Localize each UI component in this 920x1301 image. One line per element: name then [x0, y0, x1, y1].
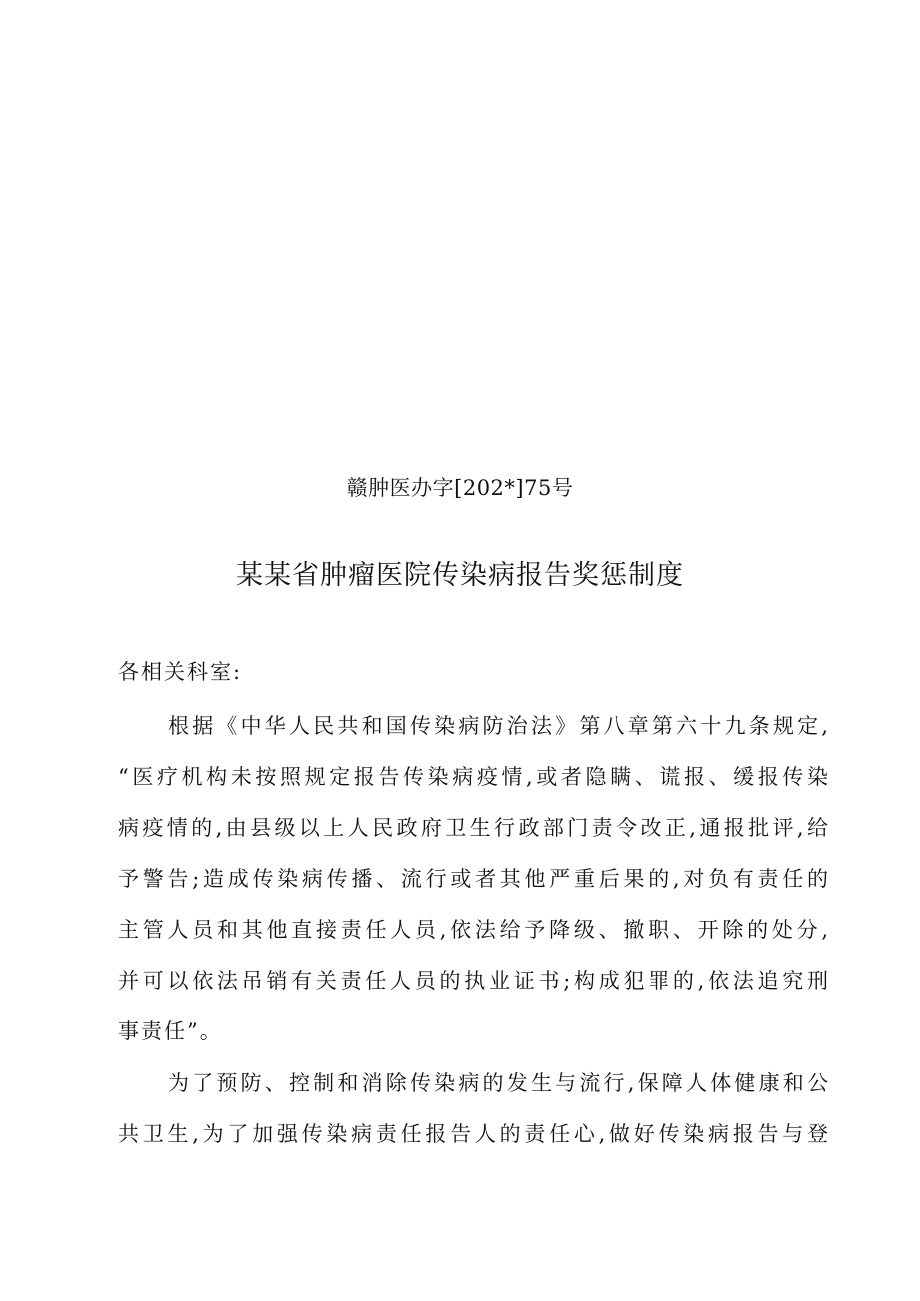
document-title: 某某省肿瘤医院传染病报告奖惩制度	[236, 560, 684, 591]
paragraph-1-line-4: 予警告;造成传染病传播、流行或者其他严重后果的,对负有责任的	[118, 867, 828, 891]
document-number: 赣肿医办字[202*]75号	[346, 476, 574, 500]
paragraph-1-line-1: 根据《中华人民共和国传染病防治法》第八章第六十九条规定,	[168, 714, 828, 738]
paragraph-1-line-7: 事责任”。	[118, 1019, 223, 1043]
salutation: 各相关科室:	[118, 660, 243, 684]
paragraph-1-line-6: 并可以依法吊销有关责任人员的执业证书;构成犯罪的,依法追究刑	[118, 969, 828, 993]
paragraph-2-line-1: 为了预防、控制和消除传染病的发生与流行,保障人体健康和公	[168, 1071, 828, 1095]
paragraph-2-line-2: 共卫生,为了加强传染病责任报告人的责任心,做好传染病报告与登	[118, 1122, 828, 1146]
paragraph-1-line-3: 病疫情的,由县级以上人民政府卫生行政部门责令改正,通报批评,给	[118, 816, 828, 840]
paragraph-1-line-5: 主管人员和其他直接责任人员,依法给予降级、撤职、开除的处分,	[118, 918, 828, 942]
paragraph-1-line-2: “医疗机构未按照规定报告传染病疫情,或者隐瞒、谎报、缓报传染	[118, 765, 828, 789]
